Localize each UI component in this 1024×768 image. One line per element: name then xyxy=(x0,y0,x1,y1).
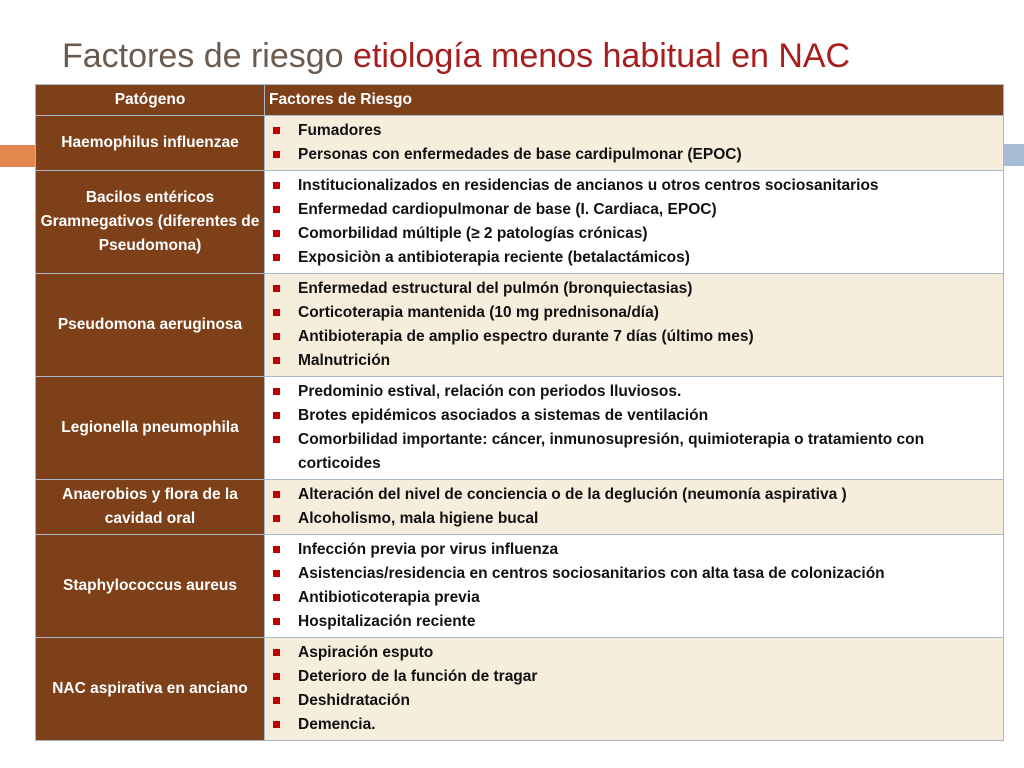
square-bullet-icon xyxy=(273,649,280,656)
list-item xyxy=(271,483,995,507)
slide-title xyxy=(62,34,850,78)
list-item xyxy=(271,507,995,531)
square-bullet-icon xyxy=(273,206,280,213)
table-row xyxy=(36,638,1004,741)
square-bullet-icon xyxy=(273,254,280,261)
risk-factors-cell xyxy=(265,116,1004,171)
risk-factor-text: Institucionalizados en residencias de ancianos u otros centros sociosanitarios xyxy=(298,177,879,194)
list-item xyxy=(271,380,995,404)
square-bullet-icon xyxy=(273,127,280,134)
risk-factors-table xyxy=(35,84,1004,741)
risk-factor-text: Asistencias/residencia en centros sociosanitarios con alta tasa de colonización xyxy=(298,565,885,582)
risk-factors-cell xyxy=(265,638,1004,741)
risk-factor-text: Fumadores xyxy=(298,122,382,139)
list-item xyxy=(271,665,995,689)
header-risk-factors: Factores de Riesgo xyxy=(265,85,1004,116)
risk-factor-text: Alteración del nivel de conciencia o de la deglución (neumonía aspirativa ) xyxy=(298,486,847,503)
list-item xyxy=(271,325,995,349)
square-bullet-icon xyxy=(273,594,280,601)
pathogen-cell: Bacilos entéricos Gramnegativos (diferentes de Pseudomona) xyxy=(36,171,265,274)
square-bullet-icon xyxy=(273,285,280,292)
risk-factor-text: Corticoterapia mantenida (10 mg prednisona/día) xyxy=(298,304,659,321)
square-bullet-icon xyxy=(273,618,280,625)
list-item xyxy=(271,246,995,270)
square-bullet-icon xyxy=(273,570,280,577)
list-item xyxy=(271,428,995,476)
list-item xyxy=(271,119,995,143)
risk-factor-text: Infección previa por virus influenza xyxy=(298,541,559,558)
risk-factor-text: Deshidratación xyxy=(298,692,410,709)
square-bullet-icon xyxy=(273,182,280,189)
table-row xyxy=(36,274,1004,377)
title-main: Factores de riesgo xyxy=(62,37,354,75)
square-bullet-icon xyxy=(273,357,280,364)
list-item xyxy=(271,301,995,325)
square-bullet-icon xyxy=(273,309,280,316)
list-item xyxy=(271,562,995,586)
decorative-bar-right xyxy=(1004,144,1024,166)
list-item xyxy=(271,143,995,167)
list-item xyxy=(271,174,995,198)
risk-factor-text: Malnutrición xyxy=(298,352,391,369)
table-row xyxy=(36,116,1004,171)
risk-factors-cell xyxy=(265,535,1004,638)
square-bullet-icon xyxy=(273,230,280,237)
list-item xyxy=(271,641,995,665)
pathogen-cell: Pseudomona aeruginosa xyxy=(36,274,265,377)
risk-factors-cell xyxy=(265,480,1004,535)
risk-factor-text: Deterioro de la función de tragar xyxy=(298,668,538,685)
square-bullet-icon xyxy=(273,673,280,680)
table-row xyxy=(36,480,1004,535)
list-item xyxy=(271,610,995,634)
square-bullet-icon xyxy=(273,151,280,158)
risk-factor-text: Brotes epidémicos asociados a sistemas de ventilación xyxy=(298,407,709,424)
square-bullet-icon xyxy=(273,546,280,553)
risk-factor-list xyxy=(271,119,995,167)
square-bullet-icon xyxy=(273,333,280,340)
risk-factor-list xyxy=(271,277,995,373)
list-item xyxy=(271,689,995,713)
table-header-row xyxy=(36,85,1004,116)
pathogen-cell: Haemophilus influenzae xyxy=(36,116,265,171)
risk-factor-text: Predominio estival, relación con periodos lluviosos. xyxy=(298,383,682,400)
risk-factor-list xyxy=(271,641,995,737)
list-item xyxy=(271,222,995,246)
risk-factor-text: Exposiciòn a antibioterapia reciente (betalactámicos) xyxy=(298,249,690,266)
list-item xyxy=(271,349,995,373)
list-item xyxy=(271,538,995,562)
risk-factor-list xyxy=(271,380,995,476)
table-row xyxy=(36,535,1004,638)
pathogen-cell: Legionella pneumophila xyxy=(36,377,265,480)
risk-factor-text: Antibioterapia de amplio espectro durante 7 días (último mes) xyxy=(298,328,754,345)
list-item xyxy=(271,277,995,301)
risk-factor-text: Antibioticoterapia previa xyxy=(298,589,480,606)
list-item xyxy=(271,404,995,428)
square-bullet-icon xyxy=(273,436,280,443)
square-bullet-icon xyxy=(273,697,280,704)
square-bullet-icon xyxy=(273,388,280,395)
risk-factor-list xyxy=(271,538,995,634)
table-body xyxy=(36,116,1004,741)
risk-factor-text: Comorbilidad importante: cáncer, inmunosupresión, quimioterapia o tratamiento con corticoides xyxy=(298,431,925,472)
risk-factor-list xyxy=(271,483,995,531)
risk-factors-cell xyxy=(265,274,1004,377)
square-bullet-icon xyxy=(273,721,280,728)
risk-factor-text: Enfermedad cardiopulmonar de base (I. Cardiaca, EPOC) xyxy=(298,201,717,218)
risk-factor-text: Hospitalización reciente xyxy=(298,613,476,630)
pathogen-cell: NAC aspirativa en anciano xyxy=(36,638,265,741)
risk-factor-text: Demencia. xyxy=(298,716,376,733)
pathogen-cell: Staphylococcus aureus xyxy=(36,535,265,638)
list-item xyxy=(271,586,995,610)
risk-factor-text: Alcoholismo, mala higiene bucal xyxy=(298,510,539,527)
risk-factor-text: Personas con enfermedades de base cardipulmonar (EPOC) xyxy=(298,146,742,163)
header-pathogen: Patógeno xyxy=(36,85,265,116)
list-item xyxy=(271,198,995,222)
pathogen-cell: Anaerobios y flora de la cavidad oral xyxy=(36,480,265,535)
title-accent: etiología menos habitual en NAC xyxy=(353,37,851,75)
square-bullet-icon xyxy=(273,491,280,498)
risk-factor-text: Aspiración esputo xyxy=(298,644,434,661)
square-bullet-icon xyxy=(273,515,280,522)
risk-factor-list xyxy=(271,174,995,270)
risk-factors-cell xyxy=(265,171,1004,274)
square-bullet-icon xyxy=(273,412,280,419)
risk-factor-text: Comorbilidad múltiple (≥ 2 patologías crónicas) xyxy=(298,225,648,242)
risk-factors-cell xyxy=(265,377,1004,480)
table-row xyxy=(36,171,1004,274)
table-row xyxy=(36,377,1004,480)
list-item xyxy=(271,713,995,737)
decorative-bar-left xyxy=(0,145,36,167)
risk-factor-text: Enfermedad estructural del pulmón (bronquiectasias) xyxy=(298,280,693,297)
